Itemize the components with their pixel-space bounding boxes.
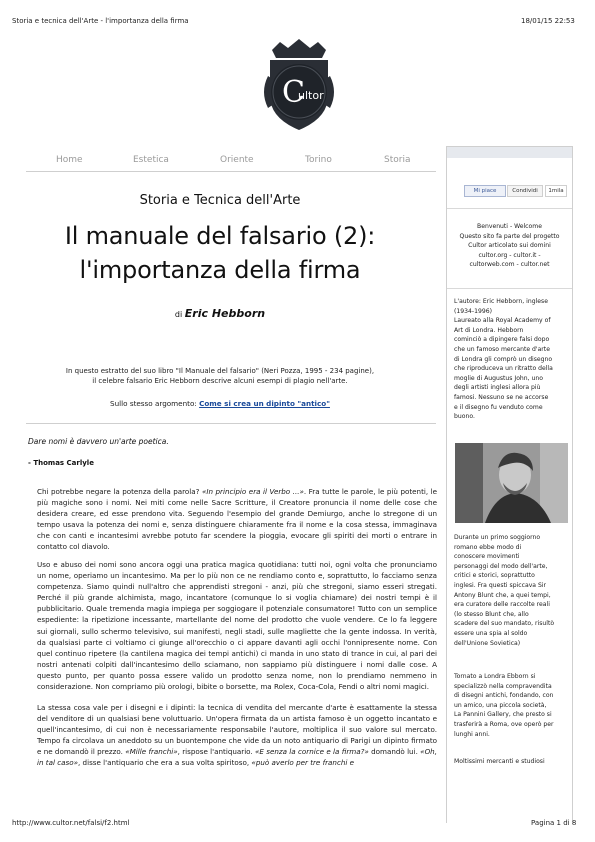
see-also-prefix: Sullo stesso argomento: [110,399,197,408]
sidebar-divider [447,208,572,209]
bio-line: La Pannini Gallery, che presto si [454,711,552,719]
author-name: Eric Hebborn [184,307,266,320]
welcome-block [447,222,572,270]
nav-item-torino[interactable]: Torino [305,155,332,165]
welcome-line: cultorweb.com - cultor.net [469,261,550,269]
text-run: , rispose l'antiquario. [177,747,255,757]
bio-line: Durante un primo soggiorno [454,534,541,541]
about-line: e il disegno fu venduto come [454,403,543,411]
welcome-line: Questo sito fa parte del progetto [459,232,560,240]
article-paragraph-2: Uso e abuso dei nomi sono ancora oggi una pratica magica quotidiana: tutti noi, ogni volta che pronunciamo un nome, operiamo un incantesimo. Ma per lo più non ce ne rendiamo conto e, soprattutto, lo facciamo senza competenza. Siamo quindi null'altro che apprendisti stregoni - anzi, più che stregoni, siamo esseri stregati. Perché il più grande alchimista, mago, incantatore (comunque lo si voglia chiamare) dei nostri tempi è il pubblicitario. Quale tremenda magia impiega per soggiogare il potenziale consumatore! Tutto con un semplice espediente: la ripetizione incessante, martellante del nome del prodotto che vuole vendere. Ce lo fa leggere sui giornali, sullo schermo televisivo, sui manifesti, negli stadi, sulle magliette che la gente indossa. In verità, da qualsiasi parte ci voltiamo ci giunge all'orecchio o ci appare davanti agli occhi l'onnipresente nome. Con quel continuo ripetere (la cantilena magica dei tempi antichi) ci manda in uno stato di trance in cui, al pari dei nostri antenati colpiti dall'incantesimo dello sciamano, non sappiamo più distinguere i nomi dalle cose. A questo punto, per quanto possa essere valido un prodotto senza nome, non lo prendiamo nemmeno in considerazione. Non compriamo più orologi, bibite o borsette, ma Rolex, Coca-Cola, Fendi o altri nomi magici. [37,560,437,692]
bio-line: trasferirà a Roma, ove operò per [454,720,554,728]
logo-text: ultor [298,89,324,102]
about-line: di Londra gli comprò un disegno [454,355,553,363]
text-run: , disse l'antiquario che era a sua volta spiritoso, [78,758,252,768]
byline [0,307,440,320]
about-line: buono. [454,413,475,421]
sidebar-divider [447,288,572,289]
like-count: 1mila [545,185,567,197]
text-run: domandò lui. [368,747,421,757]
bio-line: inglesi. Fra questi spiccava Sir [454,581,547,589]
see-also [60,399,380,408]
like-button[interactable] [464,185,506,197]
about-line: che riproduceva un ritratto della [454,365,553,373]
about-line: Art di Londra. Hebborn [454,326,524,334]
bio-line: specializzò nella compravendita [454,682,552,690]
nav-item-storia[interactable]: Storia [384,155,411,165]
print-footer-page: Pagina 1 di 8 [531,819,577,827]
content-divider [26,423,436,424]
article-title-line-1: Il manuale del falsario (2): [64,222,376,250]
bio-line: era curatore delle raccolte reali [454,601,550,609]
bio-line: un amico, una piccola società, [454,701,547,709]
about-line: Laureato alla Royal Academy of [454,317,551,325]
section-title: Storia e Tecnica dell'Arte [139,193,301,208]
bio-line: romano ebbe modo di [454,543,522,551]
bio-line: conoscere movimenti [454,553,520,561]
about-line: L'autore: Eric Hebborn, inglese [454,298,548,305]
about-line: cominciò a dipingere falsi dopo [454,336,550,344]
bio-line: critici e storici, soprattutto [454,572,535,580]
see-also-link[interactable]: Come si crea un dipinto "antico" [199,399,330,408]
bio-line: personaggi del modo dell'arte, [454,562,548,570]
italic-run: «può averlo per tre franchi e [251,758,355,768]
nav-item-home[interactable]: Home [56,155,83,165]
nav-divider [26,171,436,172]
about-line: che un famoso mercante d'arte [454,345,550,353]
like-label: Mi piace [473,188,497,194]
bio-line: Antony Blunt che, a quei tempi, [454,591,551,599]
intro-line: il celebre falsario Eric Hebborn descrive alcuni esempi di plagio nell'arte. [92,377,348,385]
bio-line: Moltissimi mercanti e studiosi [454,758,545,765]
byline-prefix: di [174,310,183,319]
about-line: moglie di Augustus John, uno [454,374,543,382]
welcome-line: Benvenuti - Welcome [477,223,542,230]
shield-crest-logo-icon [260,36,338,132]
nav-item-oriente[interactable]: Oriente [220,155,254,165]
author-photo [455,443,568,523]
about-line: famosi. Nessuno se ne accorse [454,393,549,401]
author-bio-block [454,533,569,648]
intro-line: In questo estratto del suo libro "Il Manuale del falsario" (Neri Pozza, 1995 - 234 pagine), [65,367,375,375]
print-footer-url: http://www.cultor.net/falsi/f2.html [12,819,130,827]
author-about-block [454,297,569,422]
bio-line: Tornato a Londra Ebborn si [454,673,536,680]
share-label: Condividi [512,188,538,194]
print-header-datetime: 18/01/15 22:53 [521,17,575,25]
italic-run: «Oh, in tal caso» [37,747,437,768]
intro [60,366,380,386]
text-run: . Fra tutte le parole, le più potenti, le più magiche sono i nomi. Nei miti come nelle Sacre Scritture, il Creatore pronuncia il nome delle cose che desidera creare, ed esse prendono vita. Seguendo l'esempio del grande Demiurgo, anche lo stregone di un tempo usava la potenza dei nomi e, senza distinguere chiaramente fra il nome e la cosa stessa, immaginava che con canti e incantesimi avrebbe potuto far scendere la pioggia, evocare gli spiriti dei morti o entrare in contatto col diavolo. [37,487,438,552]
site-logo[interactable] [260,36,338,132]
welcome-line: cultor.org - cultor.it - [478,251,541,259]
epigraph-quote: Dare nomi è davvero un'arte poetica. [28,437,169,446]
text-run: Chi potrebbe negare la potenza della parola? [37,487,202,496]
sidebar [446,146,573,823]
main-nav [40,155,440,169]
print-header-title: Storia e tecnica dell'Arte - l'importanza della firma [12,17,189,25]
author-portrait-image [455,443,568,523]
author-bio-block-2 [454,672,569,739]
italic-run: «In principio era il Verbo ...» [201,487,304,496]
bio-line: di disegni antichi, fondando, con [454,692,554,700]
author-bio-block-3 [454,757,569,767]
article-paragraph-1 [37,486,437,553]
text-run: La stessa cosa vale per i disegni e i dipinti: la tecnica di vendita del mercante d'arte è esattamente la stessa del venditore di un qualsiasi bene voluttuario. Un'opera firmata da un artista famoso è un oggetto incantato e quell'incantesimo, di cui non è necessariamente responsabile l'autore, moltiplica il suo valore sul mercato. Tempo fa circolava un aneddoto su un buontempone che vide da un noto antiquario di Parigi un dipinto firmato e ne domandò il prezzo. [37,703,437,757]
about-line: (1934-1996) [454,307,492,315]
about-line: degli artisti inglesi allora più [454,384,541,392]
bio-line: scadere del suo mandato, risultò [454,620,555,628]
share-button[interactable] [507,185,543,197]
article-paragraph-3 [37,702,437,769]
bio-line: dell'Unione Sovietica) [454,639,521,647]
bio-line: essere una spia al soldo [454,629,528,637]
svg-text:C: C [282,75,305,110]
welcome-line: Cultor articolato sui domini [468,242,551,250]
bio-line: lunghi anni. [454,730,490,738]
article-title-line-2: l'importanza della firma [79,256,361,284]
bio-line: (lo stesso Blunt che, allo [454,610,529,618]
epigraph-author: - Thomas Carlyle [28,459,94,467]
italic-run: «E senza la cornice e la firma?» [255,747,369,757]
nav-item-estetica[interactable]: Estetica [133,155,169,165]
italic-run: «Mille franchi» [125,747,178,757]
